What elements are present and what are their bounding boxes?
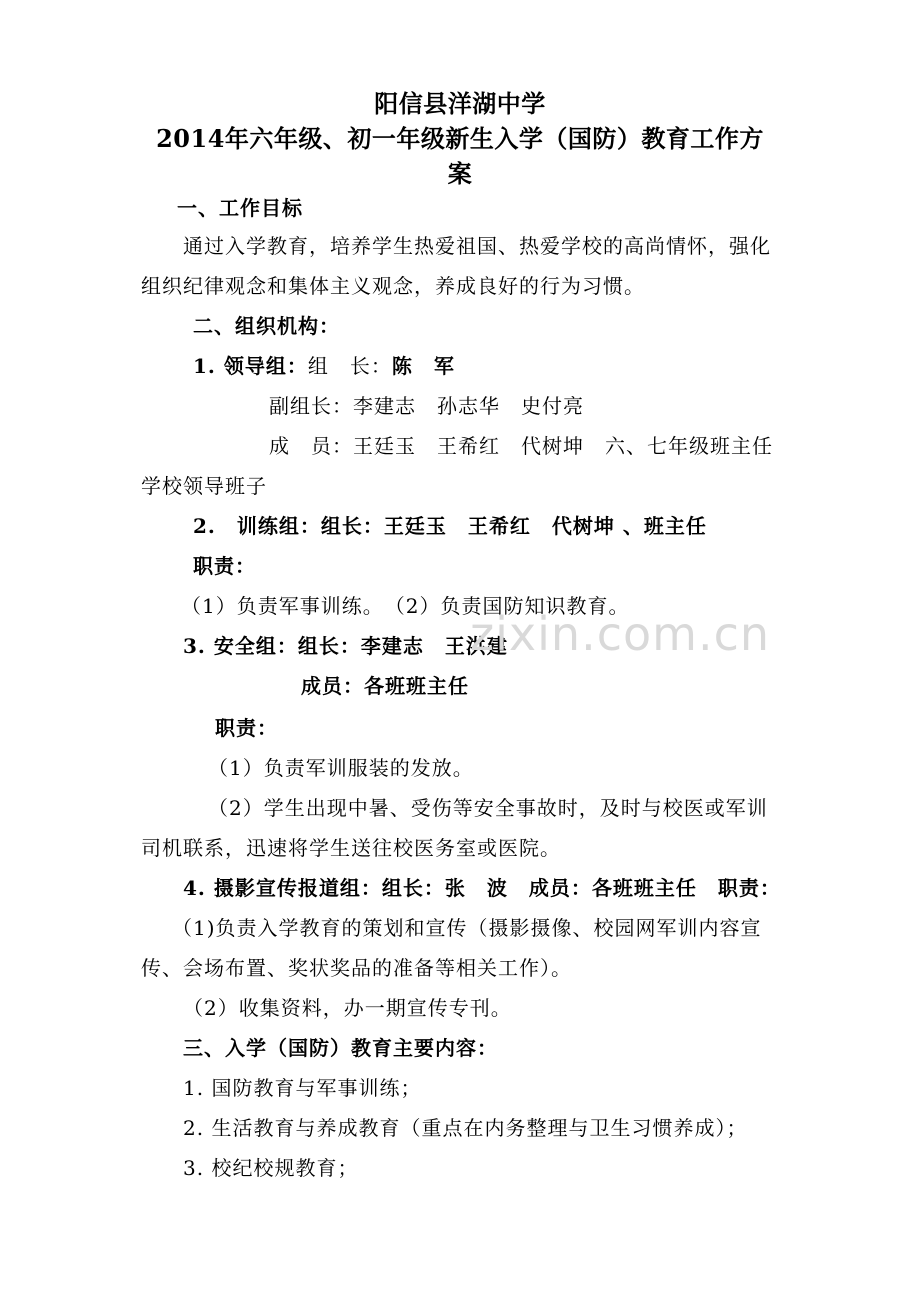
doc-title-school: 阳信县洋湖中学 <box>374 89 546 118</box>
paragraph-goals-line2: 组织纪律观念和集体主义观念，养成良好的行为习惯。 <box>141 274 645 298</box>
safety-group-line: 3. 安全组：组长：李建志 王洪建 <box>183 634 508 658</box>
section-heading-organization: 二、组织机构： <box>193 314 340 338</box>
leadership-members: 成 员：王廷玉 王希红 代树坤 六、七年级班主任 <box>269 434 773 458</box>
publicity-duty-1: （1)负责入学教育的策划和宣传（摄影摄像、校园网军训内容宣 <box>172 916 762 940</box>
paragraph-goals-line1: 通过入学教育，培养学生热爱祖国、热爱学校的高尚情怀，强化 <box>183 234 771 258</box>
publicity-group-line: 4. 摄影宣传报道组：组长：张 波 成员：各班班主任 职责： <box>183 876 781 900</box>
content-item-2: 2. 生活教育与养成教育（重点在内务整理与卫生习惯养成）； <box>183 1116 748 1140</box>
doc-title-cont: 案 <box>447 159 473 188</box>
safety-duty-2-cont: 司机联系，迅速将学生送往校医务室或医院。 <box>141 836 561 860</box>
safety-duty-2: （2）学生出现中暑、受伤等安全事故时，及时与校医或军训 <box>208 796 768 820</box>
content-item-3: 3. 校纪校规教育； <box>183 1156 359 1180</box>
leader-role: 组 长： <box>307 354 392 378</box>
leadership-group-label: 1. 领导组： <box>193 354 308 378</box>
watermark: zixin.com.cn <box>470 607 771 661</box>
publicity-duty-2: （2）收集资料，办一期宣传专刊。 <box>183 996 512 1020</box>
leadership-members-cont: 学校领导班子 <box>141 474 267 498</box>
content-item-1: 1. 国防教育与军事训练； <box>183 1076 422 1100</box>
leadership-group-line <box>193 352 455 380</box>
deputy-leaders: 副组长：李建志 孙志华 史付亮 <box>269 394 584 418</box>
doc-title-main: 2014年六年级、初一年级新生入学（国防）教育工作方 <box>156 124 764 153</box>
safety-duty-label: 职责： <box>215 716 278 740</box>
section-heading-content: 三、入学（国防）教育主要内容： <box>183 1036 498 1060</box>
training-duties: （1）负责军事训练。 （2）负责国防知识教育。 <box>181 594 630 618</box>
section-heading-goals: 一、工作目标 <box>177 196 303 220</box>
publicity-duty-1-cont: 传、会场布置、奖状奖品的准备等相关工作）。 <box>141 956 572 980</box>
training-duty-label: 职责： <box>193 554 256 578</box>
training-group-line: 2. 训练组：组长：王廷玉 王希红 代树坤 、班主任 <box>193 514 707 538</box>
safety-group-members: 成员：各班班主任 <box>301 674 469 698</box>
safety-duty-1: （1）负责军训服装的发放。 <box>208 756 474 780</box>
leader-name: 陈 军 <box>391 354 455 378</box>
